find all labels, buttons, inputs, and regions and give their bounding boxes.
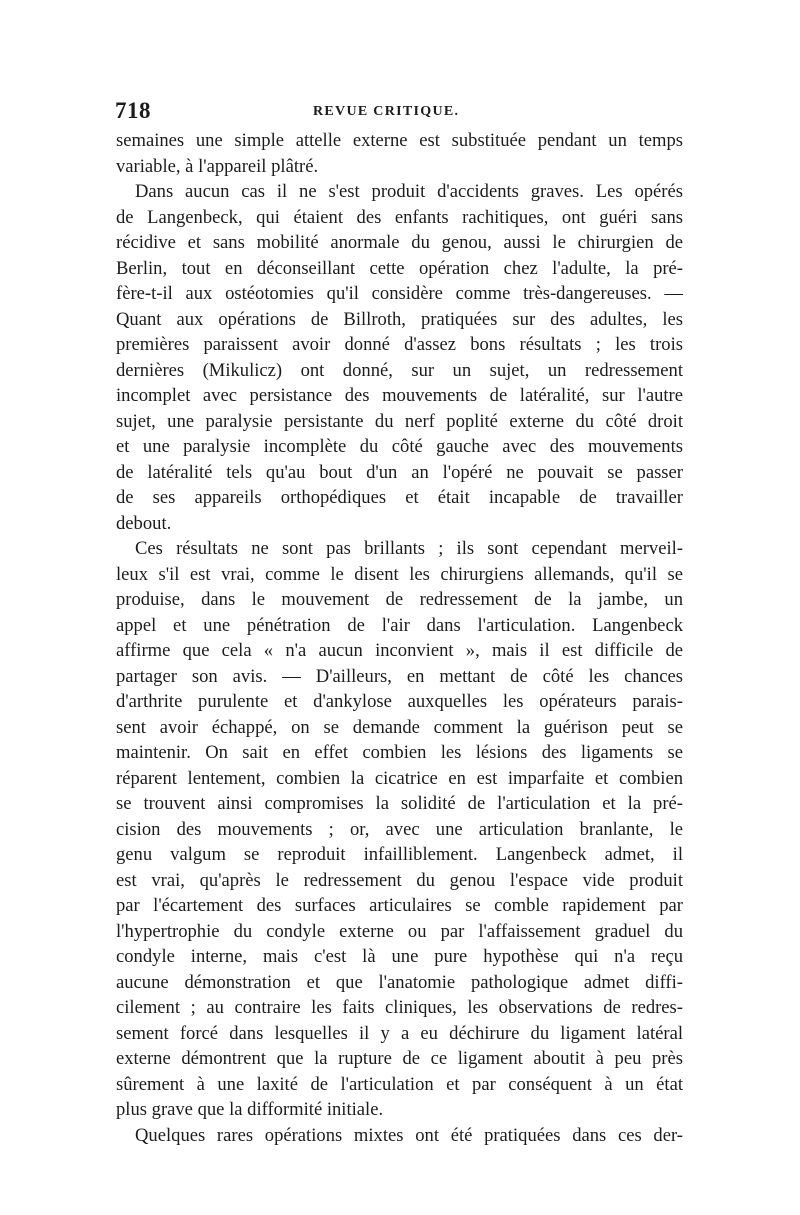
text-line: debout. [116,512,172,534]
text-line: Berlin, tout en déconseillant cette opération chez l'adulte, la pré- [116,257,683,279]
text-line: incomplet avec persistance des mouvements de latéralité, sur l'autre [116,385,683,406]
text-line: sement forcé dans lesquelles il y a eu déchirure du ligament latéral [116,1022,683,1044]
text-line: affirme que cela « n'a aucun inconvient », mais il est difficile de [116,640,683,661]
text-line: genu valgum se reproduit infailliblement. Langenbeck admet, il [116,844,683,865]
text-line: Dans aucun cas il ne s'est produit d'accidents graves. Les opérés [135,181,683,202]
text-line: externe démontrent que la rupture de ce ligament aboutit à peu près [116,1048,683,1069]
text-line: leux s'il est vrai, comme le disent les chirurgiens allemands, qu'il se [116,563,683,585]
text-line: fère-t-il aux ostéotomies qu'il considère comme très-dangereuses. — [116,283,683,304]
text-line: aucune démonstration et que l'anatomie pathologique admet diffi- [116,971,683,993]
text-line: condyle interne, mais c'est là une pure hypothèse qui n'a reçu [116,946,683,967]
text-line: cision des mouvements ; or, avec une articulation branlante, le [116,818,683,840]
text-line: de Langenbeck, qui étaient des enfants rachitiques, ont guéri sans [116,206,683,228]
text-line: récidive et sans mobilité anormale du genou, aussi le chirurgien de [116,232,683,253]
text-line: variable, à l'appareil plâtré. [116,155,319,177]
text-line: Quelques rares opérations mixtes ont été pratiquées dans ces der- [135,1124,683,1146]
text-line: premières paraissent avoir donné d'assez bons résultats ; les trois [116,334,683,355]
text-line: sujet, une paralysie persistante du nerf poplité externe du côté droit [116,410,683,432]
running-title: REVUE CRITIQUE. [313,104,460,119]
page-number: 718 [115,98,151,123]
text-line: par l'écartement des surfaces articulaires se comble rapidement par [116,895,683,916]
text-line: réparent lentement, combien la cicatrice en est imparfaite et combien [116,767,683,789]
text-line: sent avoir échappé, on se demande comment la guérison peut se [116,716,683,738]
text-line: Ces résultats ne sont pas brillants ; ils sont cependant merveil- [135,538,683,559]
text-line: et une paralysie incomplète du côté gauche avec des mouvements [116,436,683,457]
text-line: de latéralité tels qu'au bout d'un an l'opéré ne pouvait se passer [116,461,683,483]
text-line: l'hypertrophie du condyle externe ou par l'affaissement graduel du [116,920,683,942]
text-line: plus grave que la difformité initiale. [116,1099,384,1120]
body-text [116,128,683,1148]
page-header [115,98,685,128]
text-line: Quant aux opérations de Billroth, pratiquées sur des adultes, les [116,308,683,330]
text-line: est vrai, qu'après le redressement du genou l'espace vide produit [116,869,683,891]
text-line: cilement ; au contraire les faits cliniques, les observations de redres- [116,997,683,1018]
text-line: semaines une simple attelle externe est substituée pendant un temps [116,130,683,151]
text-line: dernières (Mikulicz) ont donné, sur un sujet, un redressement [116,359,683,381]
text-line: se trouvent ainsi compromises la solidité de l'articulation et la pré- [116,793,683,814]
text-line: sûrement à une laxité de l'articulation et par conséquent à un état [116,1073,683,1095]
text-line: partager son avis. — D'ailleurs, en mettant de côté les chances [116,665,683,687]
text-line: de ses appareils orthopédiques et était incapable de travailler [116,487,683,508]
text-line: maintenir. On sait en effet combien les lésions des ligaments se [116,742,683,763]
text-line: d'arthrite purulente et d'ankylose auxquelles les opérateurs parais- [116,691,683,712]
text-line: appel et une pénétration de l'air dans l'articulation. Langenbeck [116,614,683,636]
text-line: produise, dans le mouvement de redressement de la jambe, un [116,589,683,610]
